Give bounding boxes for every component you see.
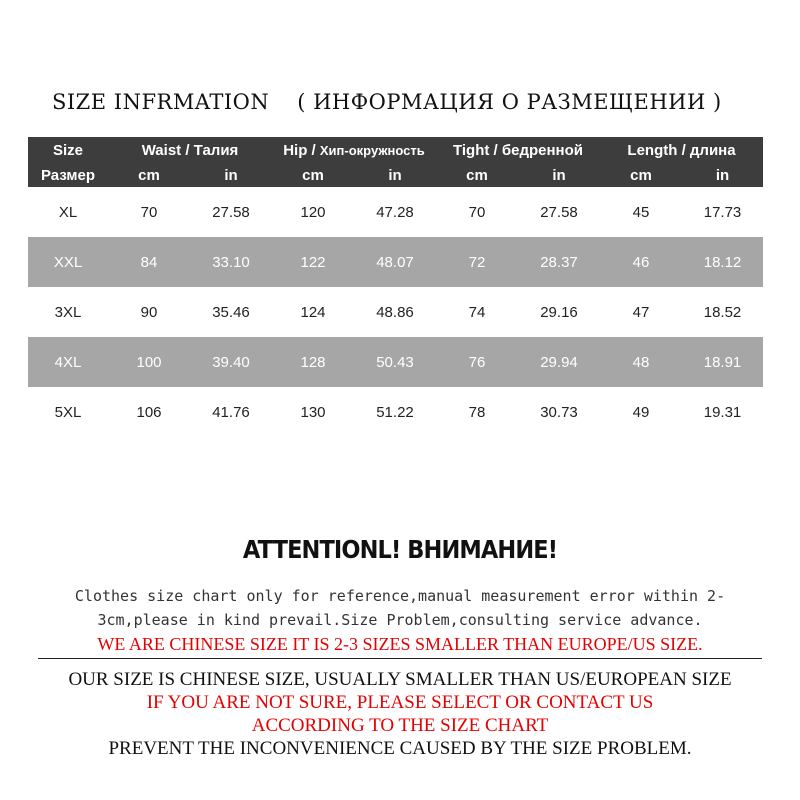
chinese-size-warning: WE ARE CHINESE SIZE IT IS 2-3 SIZES SMALLER THAN EUROPE/US SIZE. [97, 634, 703, 654]
size-table [28, 137, 763, 437]
table-cell: 30.73 [540, 403, 578, 421]
table-cell: 49 [632, 403, 650, 421]
table-cell: 28.37 [540, 253, 578, 271]
advice-line-red: ACCORDING TO THE SIZE CHART [251, 715, 549, 736]
table-cell: 90 [140, 303, 158, 321]
table-cell: 47.28 [376, 203, 414, 221]
table-header-row-units [28, 165, 763, 187]
table-cell: 124 [300, 303, 326, 321]
header-unit: in [224, 167, 238, 184]
table-cell: 18.91 [703, 353, 742, 371]
advice-line: OUR SIZE IS CHINESE SIZE, USUALLY SMALLER THAN US/EUROPEAN SIZE [68, 669, 732, 690]
table-cell: 35.46 [212, 303, 250, 321]
table-cell: 100 [136, 353, 162, 371]
table-cell: 4XL [54, 353, 82, 371]
table-cell: 106 [136, 403, 162, 421]
header-waist: Waist / Талия [141, 142, 239, 159]
table-cell: 51.22 [376, 403, 414, 421]
table-cell: 18.52 [703, 303, 742, 321]
table-cell: 27.58 [540, 203, 578, 221]
heading-title: SIZE INFRMATION [52, 90, 270, 114]
header-unit: in [388, 167, 402, 184]
header-unit: in [552, 167, 566, 184]
table-cell: 70 [140, 203, 158, 221]
table-cell: 45 [632, 203, 650, 221]
table-row [28, 337, 763, 387]
table-cell: 130 [300, 403, 326, 421]
table-cell: 39.40 [212, 353, 250, 371]
size-info-heading [52, 90, 772, 124]
advice-line-red: IF YOU ARE NOT SURE, PLEASE SELECT OR CONTACT US [146, 692, 654, 713]
heading-subtitle: ( ИНФОРМАЦИЯ О РАЗМЕЩЕНИИ ) [297, 90, 722, 114]
reference-note-line: 3cm,please in kind prevail.Size Problem,consulting service advance. [97, 611, 703, 629]
table-cell: 50.43 [376, 353, 414, 371]
table-cell: 122 [300, 253, 326, 271]
table-cell: 27.58 [212, 203, 250, 221]
table-cell: 41.76 [212, 403, 250, 421]
table-row [28, 237, 763, 287]
divider-line [38, 658, 762, 659]
table-cell: 48.07 [376, 253, 414, 271]
table-cell: 128 [300, 353, 326, 371]
advice-line: PREVENT THE INCONVENIENCE CAUSED BY THE SIZE PROBLEM. [108, 738, 692, 759]
reference-note [30, 584, 770, 632]
header-size: Size [52, 142, 83, 159]
table-row [28, 387, 763, 437]
table-cell: 18.12 [703, 253, 742, 271]
table-cell: XXL [53, 253, 83, 271]
table-cell: 48.86 [376, 303, 414, 321]
table-cell: 74 [468, 303, 486, 321]
header-unit: cm [630, 167, 652, 184]
header-tight: Tight / бедренной [452, 142, 584, 159]
table-row [28, 287, 763, 337]
header-unit: cm [302, 167, 324, 184]
header-unit: cm [138, 167, 160, 184]
table-cell: 48 [632, 353, 650, 371]
table-cell: 78 [468, 403, 486, 421]
header-unit: cm [466, 167, 488, 184]
table-cell: 33.10 [212, 253, 250, 271]
header-size-ru: Размер [40, 167, 96, 184]
table-cell: 76 [468, 353, 486, 371]
table-row [28, 187, 763, 237]
table-cell: 47 [632, 303, 650, 321]
reference-note-line: Clothes size chart only for reference,manual measurement error within 2- [74, 587, 726, 605]
table-cell: 46 [632, 253, 650, 271]
header-length: Length / длина [627, 142, 736, 159]
header-unit: in [715, 167, 730, 184]
size-advice-block [0, 668, 800, 760]
table-cell: 19.31 [703, 403, 742, 421]
table-cell: 29.94 [540, 353, 578, 371]
table-cell: 29.16 [540, 303, 578, 321]
table-cell: 5XL [54, 403, 82, 421]
table-cell: 84 [140, 253, 158, 271]
table-header-row-labels [28, 137, 763, 165]
attention-heading: ATTENTIONL! ВНИМАНИЕ! [242, 535, 558, 564]
table-cell: 72 [468, 253, 486, 271]
table-cell: 3XL [54, 303, 82, 321]
table-cell: XL [58, 203, 78, 221]
table-cell: 70 [468, 203, 486, 221]
header-hip: Hip / Хип-окружность [283, 142, 425, 159]
table-cell: 120 [300, 203, 326, 221]
table-cell: 17.73 [703, 203, 742, 221]
